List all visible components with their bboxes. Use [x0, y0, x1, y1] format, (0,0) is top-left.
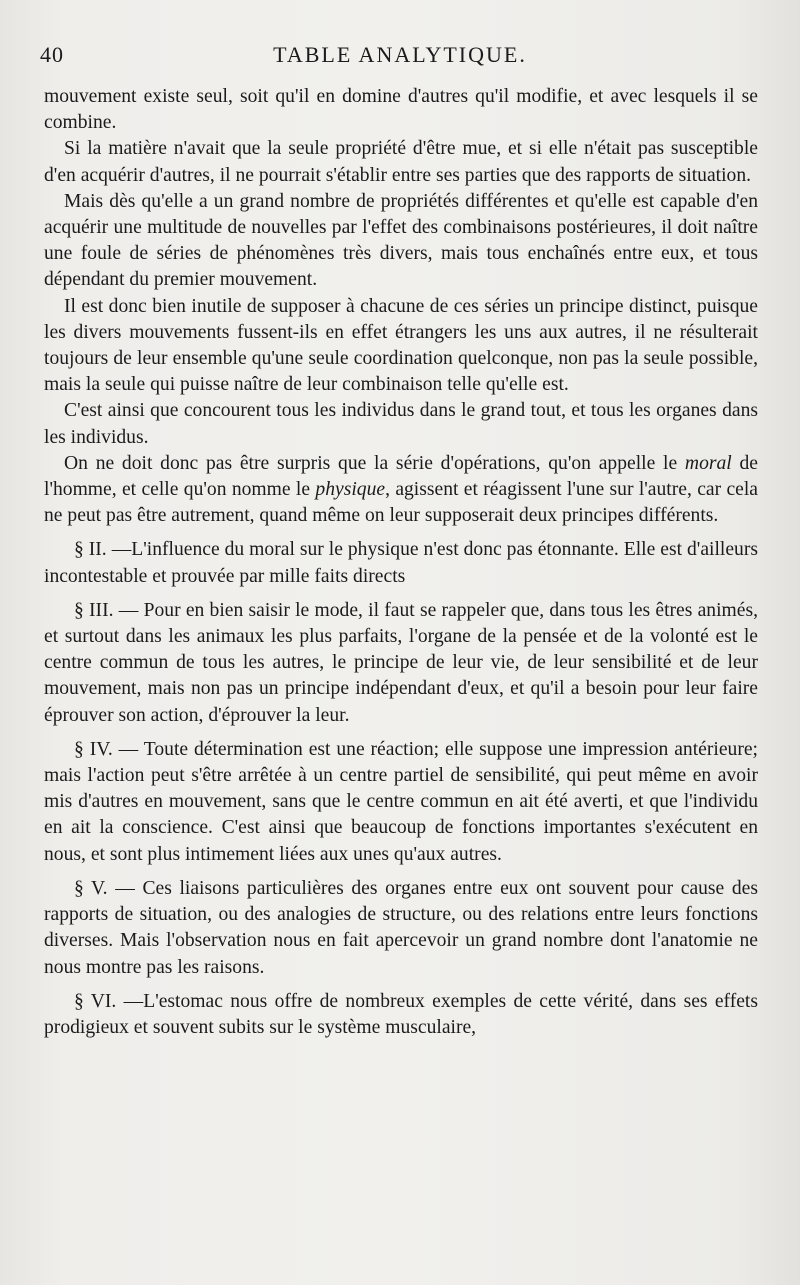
italic-term-physique: physique [315, 479, 386, 501]
paragraph-text: de l'homme, et celle qu'on nomme le [44, 452, 758, 501]
section-label: § VI. [74, 990, 117, 1012]
section-label: § V. [74, 877, 108, 899]
section-5 [44, 876, 758, 981]
paragraph [44, 451, 758, 530]
section-3 [44, 598, 758, 729]
italic-term-moral: moral [684, 452, 732, 474]
paragraph-text: On ne doit donc pas être surpris que la série d'opérations, qu'on appelle le [64, 452, 685, 474]
paragraph-continued: mouvement existe seul, soit qu'il en domine d'autres qu'il modifie, et avec lesquels il se combine. [44, 86, 758, 134]
section-dash: — [118, 738, 139, 760]
section-text: L'influence du moral sur le physique n'est donc pas étonnante. Elle est d'ailleurs incontestable et prouvée par mille faits directs [44, 539, 758, 587]
section-text: Ces liaisons particulières des organes entre eux ont souvent pour cause des rapports de situation, ou des analogies de structure, ou des relations entre leurs fonctions diverses. Mais l'observation nous en fait apercevoir un grand nombre dont l'anatomie ne nous montre pas les raisons. [44, 877, 758, 978]
section-text: Pour en bien saisir le mode, il faut se rappeler que, dans tous les êtres animés, et surtout dans les animaux les plus parfaits, l'organe de la pensée et de la volonté est le centre commun de tous les autres, le principe de leur vie, de leur sensibilité et de leur mouvement, mais non pas un principe indépendant d'eux, et qu'il a besoin pour leur faire éprouver son action, d'éprouver la leur. [44, 599, 758, 726]
section-dash: — [123, 990, 144, 1012]
paragraph: Si la matière n'avait que la seule propriété d'être mue, et si elle n'était pas susceptible d'en acquérir d'autres, il ne pourrait s'établir entre ses parties que des rapports de situation. [44, 138, 758, 186]
running-head: TABLE ANALYTIQUE. [273, 42, 527, 67]
paragraph-text: , agissent et réagissent l'une sur l'autre, car cela ne peut pas être autrement, quand même on leur supposerait deux principes différents. [44, 479, 758, 527]
section-text: L'estomac nous offre de nombreux exemples de cette vérité, dans ses effets prodigieux et souvent subits sur le système musculaire, [44, 990, 758, 1038]
page-number: 40 [40, 42, 64, 67]
section-6 [44, 989, 758, 1041]
paragraph: Il est donc bien inutile de supposer à chacune de ces séries un principe distinct, puisque les divers mouvements fussent-ils en effet étrangers les uns aux autres, il ne résulterait toujours de leur ensemble qu'une seule coordination quelconque, non pas la seule possible, mais la seule qui puisse naître de leur combinaison telle qu'elle est. [44, 295, 758, 396]
paragraph: Mais dès qu'elle a un grand nombre de propriétés différentes et qu'elle est capable d'en acquérir une multitude de nouvelles par l'effet des combinaisons postérieures, il doit naître une foule de séries de phénomènes très divers, mais tous enchaînés entre eux, et tous dépendant du premier mouvement. [44, 190, 758, 291]
section-label: § IV. [74, 738, 113, 760]
section-dash: — [118, 599, 139, 621]
body-text [44, 84, 758, 1041]
section-dash: — [111, 539, 132, 561]
section-dash: — [115, 877, 135, 899]
paragraph: C'est ainsi que concourent tous les individus dans le grand tout, et tous les organes dans les individus. [44, 400, 758, 448]
section-text: Toute détermination est une réaction; elle suppose une impression antérieure; mais l'action peut s'être arrêtée à un centre partiel de sensibilité, qui peut même en avoir mis d'autres en mouvement, sans que le centre commun en ait été averti, et que l'individu en ait la conscience. C'est ainsi que beaucoup de fonctions importantes s'exécutent en nous, et sont plus intimement liées aux unes qu'aux autres. [44, 738, 758, 865]
section-2 [44, 537, 758, 589]
section-label: § III. [74, 599, 114, 621]
section-label: § II. [74, 539, 107, 561]
section-4 [44, 737, 758, 868]
